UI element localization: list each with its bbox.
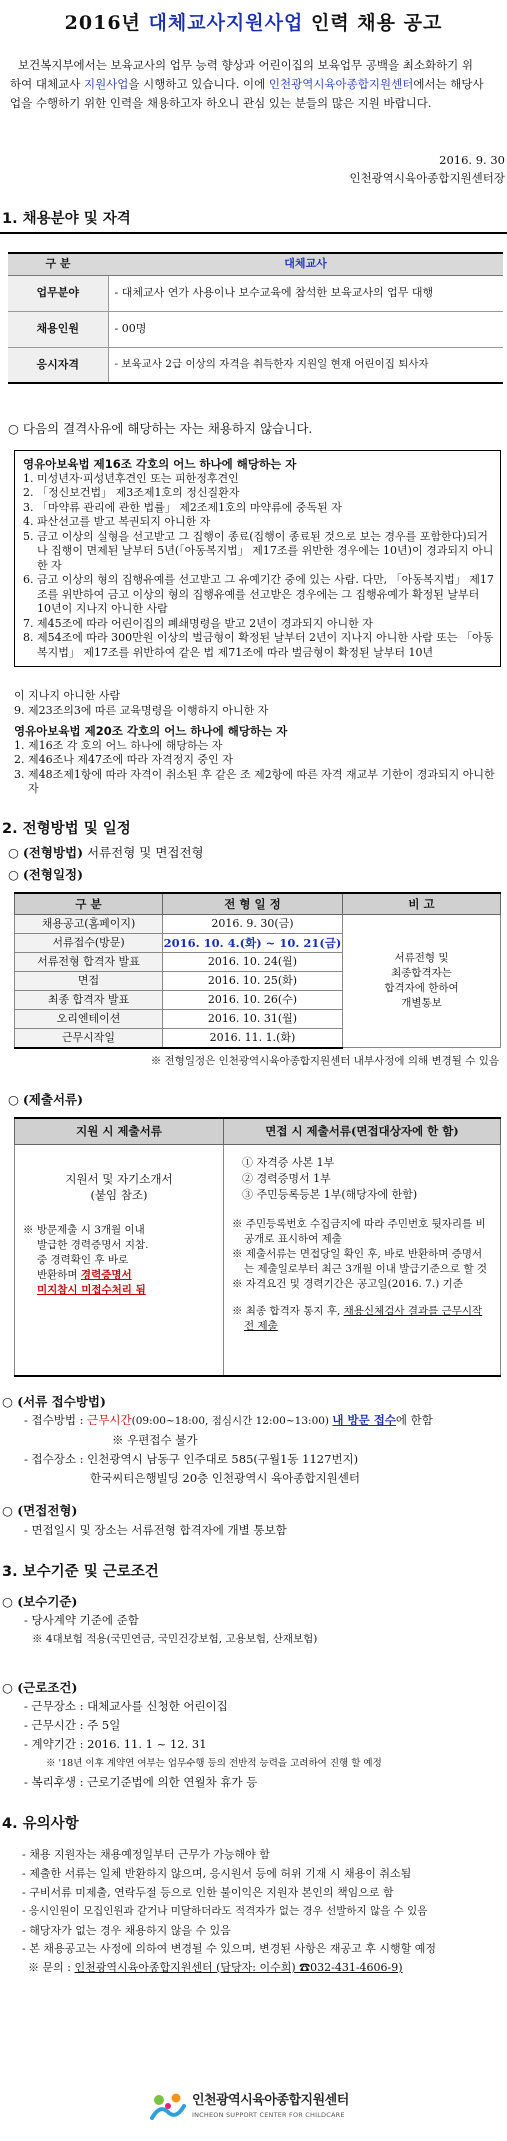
schedule-note: ※ 전형일정은 인천광역시육아종합지원센터 내부사정에 의해 변경될 수 있음 (150, 1054, 499, 1067)
list-item: 7. 제45조에 따라 어린이집의 폐쇄명령을 받고 2년이 경과되지 아니한 자 (23, 616, 373, 630)
logo-text-english: INCHEON SUPPORT CENTER FOR CHILDCARE (192, 2110, 345, 2119)
list-item: 5. 금고 이상의 실형을 선고받고 그 집행이 종료(집행이 종료된 것으로 보는 경우를 포함한다)되거나 집행이 면제된 날부터 5년(「아동복지법」 제17조를 위반한 경우에는 10년)이 경과되지 아니한 자 (23, 529, 494, 572)
section-selection (0, 819, 507, 1540)
list-item: - 본 채용공고는 사정에 의하여 변경될 수 있으며, 변경된 사항은 재공고 후 시행할 예정 (22, 1941, 436, 1955)
notice-signature (0, 151, 507, 187)
disqualification-continued: 이 지나지 아니한 사람 9. 제23조의3에 따른 교육명령을 이행하지 아니한 자 영유아보육법 제20조 각호의 어느 하나에 해당하는 자 1. 제16조 각 호의 어느 하나에 해당하는 자 2. 제46조나 제47조에 따라 자격정지 중인 자 3. 제48조제1항에 따라 자격이 취소된 후 같은 조 제2항에 따른 자격 재교부 기한이 경과되지 아니한 자 (14, 689, 501, 797)
list-item: 8. 제54조에 따라 300만원 이상의 벌금형이 확정된 날부터 2년이 지나지 아니한 사람 또는 「아동복지법」 제17조를 위반하여 같은 법 제71조에 따라 벌금형이 확정된 날부터 10년 (23, 631, 494, 659)
documents-label: ○ (제출서류) (8, 1092, 84, 1108)
list-item: 6. 금고 이상의 형의 집행유예를 선고받고 그 유예기간 중에 있는 사람. 다만, 「아동복지법」 제17조를 위반하여 금고 이상의 형의 집행유예를 선고받은 경우에는 그 집행유예가 확정된 날부터 10년이 지나지 아니한 사람 (23, 573, 494, 616)
disqualification-intro: ○ 다음의 결격사유에 해당하는 자는 채용하지 않습니다. (8, 421, 313, 437)
section2-heading: 2. 전형방법 및 일정 (2, 820, 131, 837)
childcare-logo-icon (148, 2090, 188, 2122)
documents-table: 지원 시 제출서류 면접 시 제출서류(면접대상자에 한 함) 지원서 및 자기소개서 (붙임 참조) ※ 방문제출 시 3개월 이내 발급한 경력증명서 지참. 중 경력확인 후 바로 반환하며 경력증명서 미지참시 미접수처리 됨 ① 자격증 사본 1부 ② 경력증명서 1부 ③ 주민등록등본 1부(해당자에 한함) ※ 주민등록번호 수집금지에 따라 주민번호 뒷자리를 비공개로 표시하여 제출 ※ 제출서류는 면접당일 확인 후, 바로 반환하며 증명서는 제출일로부터 최근 3개월 이내 발급기준으로 할 것 ※ 자격요건 및 경력기간은 공고일(2016. 7.) 기준 ※ 최종 합격자 통지 후, 채용신체검사 결과를 근무시작 전 제출 (14, 1117, 501, 1377)
schedule-remark: 서류전형 및 최종합격자는 합격자에 한하여 개별통보 (343, 915, 501, 1048)
table-row: 근무시작일 2016. 11. 1.(화) (15, 1029, 501, 1048)
list-item: 3. 제48조제1항에 따라 자격이 취소된 후 같은 조 제2항에 따른 자격 재교부 기한이 경과되지 아니한 자 (14, 767, 495, 796)
contact-info: ※ 문의 : 인천광역시육아종합지원센터 (담당자: 이수희) ☎032-431-4606-9) (28, 1960, 403, 1974)
list-item: 2. 「정신보건법」 제3조제1호의 정신질환자 (23, 486, 240, 500)
list-item: - 구비서류 미제출, 연락두절 등으로 인한 불이익은 지원자 본인의 책임으로 함 (22, 1885, 394, 1899)
list-item: 이 지나지 아니한 사람 (14, 689, 121, 703)
intro-paragraph: 보건복지부에서는 보육교사의 업무 능력 향상과 어린이집의 보육업무 공백을 최소화하기 위 하여 대체교사 지원사업을 시행하고 있습니다. 이에 인천광역시육아종합지원센터에서는 해당사 업을 수행하기 위한 인력을 채용하고자 하오니 관심 있는 분들의 많은 지원 바랍니다. (10, 58, 484, 110)
interview-documents: ① 자격증 사본 1부 ② 경력증명서 1부 ③ 주민등록등본 1부(해당자에 한함) ※ 주민등록번호 수집금지에 따라 주민번호 뒷자리를 비공개로 표시하여 제출 ※ 제출서류는 면접당일 확인 후, 바로 반환하며 증명서는 제출일로부터 최근 3개월 이내 발급기준으로 할 것 ※ 자격요건 및 경력기간은 공고일(2016. 7.) 기준 ※ 최종 합격자 통지 후, 채용신체검사 결과를 근무시작 전 제출 (223, 1144, 500, 1376)
section-compensation: 3. 보수기준 및 근로조건 ○ (보수기준) - 당사계약 기준에 준함 ※ 4대보험 적용(국민연금, 국민건강보험, 고용보험, 산재보험) ○ (근로조건) - 근무장소 : 대체교사를 신청한 어린이집 - 근무시간 : 주 5일 - 계약기간 : 2016. 11. 1 ~ 12. 31 ※ '18년 이후 계약연 여부는 업무수행 등의 전반적 능력을 고려하여 진행 할 예정 - 복리후생 : 근로기준법에 의한 연월차 휴가 등 (0, 1562, 507, 1792)
disqualification-box-16: 영유아보육법 제16조 각호의 어느 하나에 해당하는 자 1. 미성년자·피성년후견인 또는 피한정후견인 2. 「정신보건법」 제3조제1호의 정신질환자 3. 「마약류 관리에 관한 법률」 제2조제1호의 마약류에 중독된 자 4. 파산선고를 받고 복권되지 아니한 자 5. 금고 이상의 실형을 선고받고 그 집행이 종료(집행이 종료된 것으로 보는 경우를 포함한다)되거나 집행이 면제된 날부터 5년(「아동복지법」 제17조를 위반한 경우에는 10년)이 경과되지 아니한 자 6. 금고 이상의 형의 집행유예를 선고받고 그 유예기간 중에 있는 사람. 다만, 「아동복지법」 제17조를 위반하여 금고 이상의 형의 집행유예를 선고받은 경우에는 그 집행유예가 확정된 날부터 10년이 지나지 아니한 사람 7. 제45조에 따라 어린이집의 폐쇄명령을 받고 2년이 경과되지 아니한 자 8. 제54조에 따라 300만원 이상의 벌금형이 확정된 날부터 2년이 지나지 아니한 사람 또는 「아동복지법」 제17조를 위반하여 같은 법 제71조에 따라 벌금형이 확정된 날부터 10년 (14, 450, 501, 667)
recruitment-table: 구 분 대체교사 업무분야 - 대체교사 연가 사용이나 보수교육에 참석한 보육교사의 업무 대행 채용인원 - 00명 응시자격 - 보육교사 2급 이상의 자격을 취득한자 지원일 현재 어린이집 퇴사자 (8, 252, 503, 384)
table-row: 응시자격 - 보육교사 2급 이상의 자격을 취득한자 지원일 현재 어린이집 퇴사자 (8, 347, 503, 383)
table-row: 채용인원 - 00명 (8, 311, 503, 347)
list-item: 9. 제23조의3에 따른 교육명령을 이행하지 아니한 자 (14, 703, 269, 717)
table-row: 업무분야 - 대체교사 연가 사용이나 보수교육에 참석한 보육교사의 업무 대행 (8, 275, 503, 311)
table-row: 서류접수(방문) 2016. 10. 4.(화) ~ 10. 21(금) (15, 934, 501, 953)
list-item: 3. 「마약류 관리에 관한 법률」 제2조제1호의 마약류에 중독된 자 (23, 500, 342, 514)
application-method: ○ (서류 접수방법) - 접수방법 : 근무시간(09:00~18:00, 점심시간 12:00~13:00) 내 방문 접수에 한함 ※ 우편접수 불가 - 접수장소 : 인천광역시 남동구 인주대로 585(구월1동 1127번지) 한국씨티은행빌딩 20층 인천광역시 육아종합지원센터 (2, 1394, 433, 1486)
organization-name: 인천광역시육아종합지원센터장 (349, 171, 505, 185)
section4-heading: 4. 유의사항 (2, 1815, 79, 1832)
section-recruitment (0, 209, 507, 797)
section1-heading: 1. 채용분야 및 자격 (2, 211, 131, 227)
section-divider (0, 232, 507, 234)
list-item: 4. 파산선고를 받고 복권되지 아니한 자 (23, 515, 211, 529)
schedule-table: 구 분 전 형 일 정 비 고 채용공고(홈페이지) 2016. 9. 30(금) 서류전형 및 최종합격자는 합격자에 한하여 개별통보 서류접수(방문) 2016. 10. 4.(화) ~ 10. 21(금) 서류전형 합격자 발표 2016. 10. 24(월) 면접 2016. 10. 25(화) 최종 합격자 발표 2016. 10. 26(수) 오리엔테이션 2016. 10. 31(월) 근무시작일 2016. 11. 1.(화) (14, 892, 501, 1049)
logo-text-korean: 인천광역시육아종합지원센터 (192, 2092, 349, 2108)
organization-logo (148, 2088, 368, 2124)
list-item: 1. 제16조 각 호의 어느 하나에 해당하는 자 (14, 738, 223, 752)
application-documents: 지원서 및 자기소개서 (붙임 참조) ※ 방문제출 시 3개월 이내 발급한 경력증명서 지참. 중 경력확인 후 바로 반환하며 경력증명서 미지참시 미접수처리 됨 (15, 1144, 224, 1376)
table-row: 오리엔테이션 2016. 10. 31(월) (15, 1010, 501, 1029)
section-notes (0, 1814, 507, 1977)
table-row: 서류전형 합격자 발표 2016. 10. 24(월) (15, 953, 501, 972)
selection-method: ○ (전형방법) 서류전형 및 면접전형 (8, 844, 204, 860)
schedule-label: ○ (전형일정) (8, 866, 84, 882)
table-row: 채용공고(홈페이지) 2016. 9. 30(금) 서류전형 및 최종합격자는 합격자에 한하여 개별통보 (15, 915, 501, 934)
list-item: - 채용 지원자는 채용예정일부터 근무가 가능해야 함 (22, 1847, 270, 1861)
table-row: 최종 합격자 발표 2016. 10. 26(수) (15, 991, 501, 1010)
notice-date: 2016. 9. 30 (439, 153, 505, 167)
table-row (15, 1144, 501, 1376)
list-item: - 제출한 서류는 일체 반환하지 않으며, 응시원서 등에 허위 기재 시 채용이 취소됨 (22, 1866, 412, 1880)
table-row: 면접 2016. 10. 25(화) (15, 972, 501, 991)
interview-section: ○ (면접전형) - 면접일시 및 장소는 서류전형 합격자에 개별 통보함 (2, 1503, 287, 1537)
section3-heading: 3. 보수기준 및 근로조건 (2, 1563, 159, 1580)
list-item: - 응시인원이 모집인원과 같거나 미달하더라도 적격자가 없는 경우 선발하지 않을 수 있음 (22, 1904, 428, 1917)
list-item: - 해당자가 없는 경우 채용하지 않을 수 있음 (22, 1923, 231, 1937)
list-item: 1. 미성년자·피성년후견인 또는 피한정후견인 (23, 471, 239, 485)
page-title: 2016년 대체교사지원사업 인력 채용 공고 (64, 12, 443, 34)
list-item: 2. 제46조나 제47조에 따라 자격정지 중인 자 (14, 753, 233, 767)
